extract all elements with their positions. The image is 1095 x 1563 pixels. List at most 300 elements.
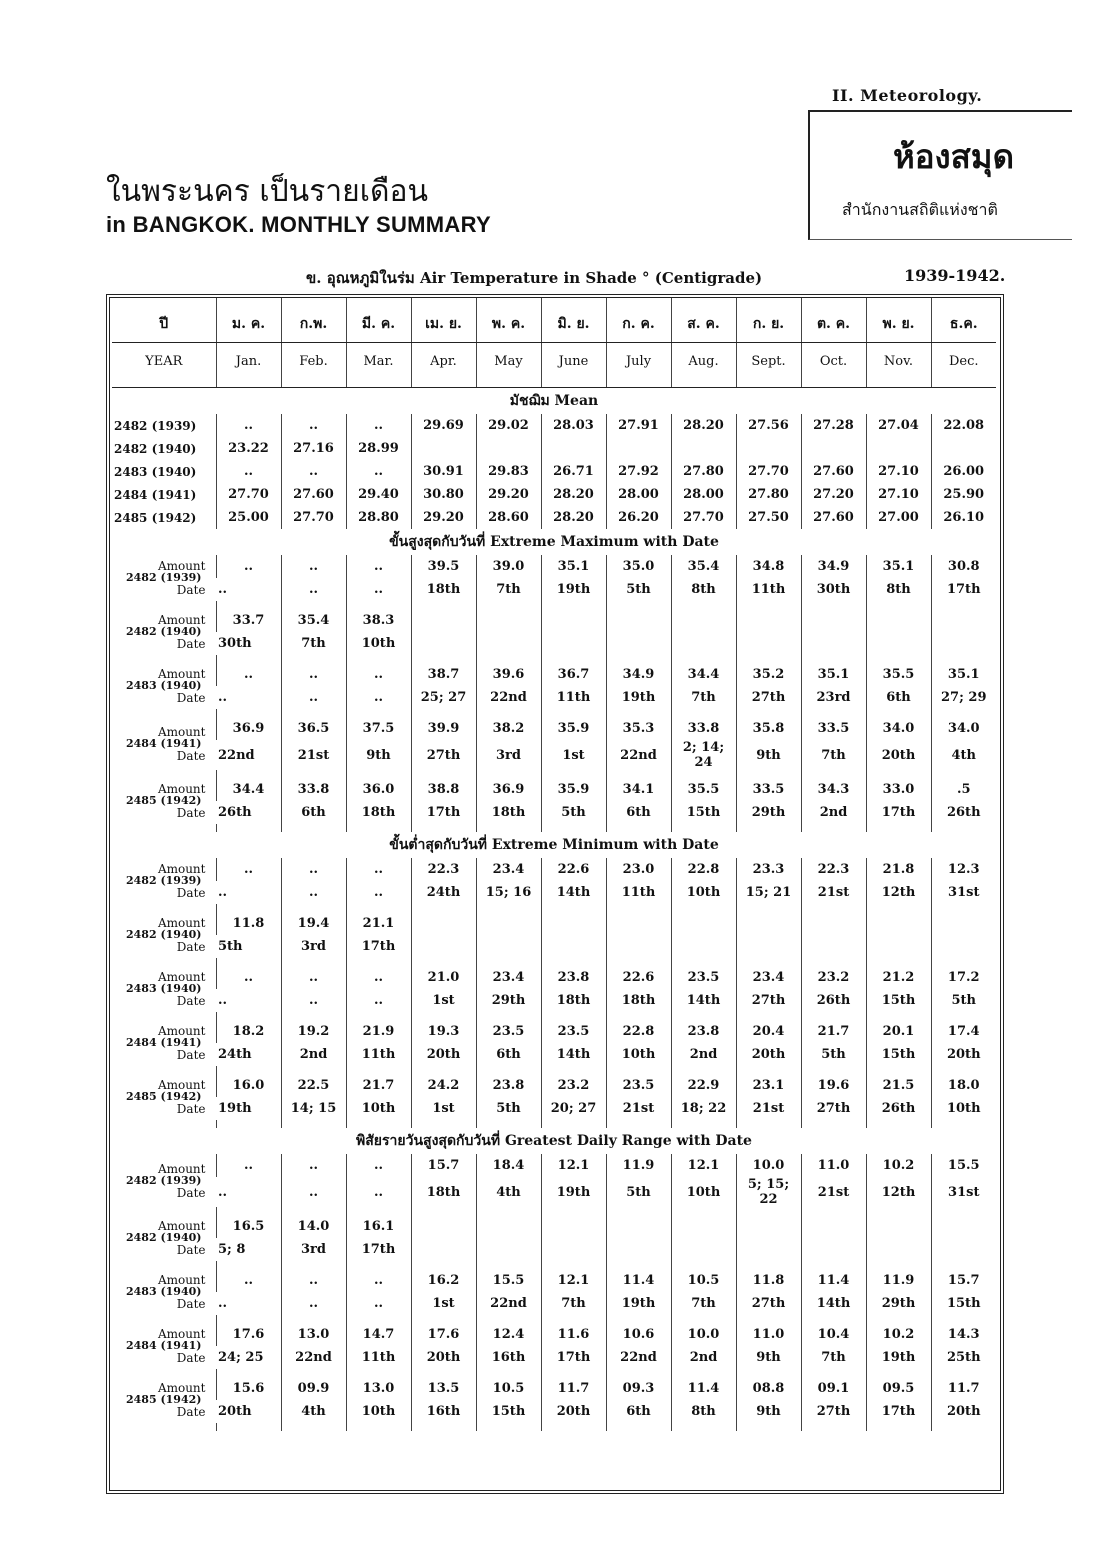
- library-stamp: [808, 110, 1072, 240]
- date-cell: 27th: [736, 989, 801, 1012]
- amount-cell: 23.4: [476, 966, 541, 989]
- spacer-cell: [346, 824, 411, 832]
- amount-cell: 21.0: [411, 966, 476, 989]
- date-cell: 6th: [866, 686, 931, 709]
- row-label-cell: [112, 1215, 216, 1261]
- spacer-cell: [541, 1369, 606, 1377]
- row-label-cell: [112, 1323, 216, 1369]
- value-cell: [736, 437, 801, 460]
- table-row: [112, 966, 996, 989]
- date-cell: 6th: [476, 1043, 541, 1066]
- spacer-cell: [346, 904, 411, 912]
- value-cell: 26.20: [606, 506, 671, 529]
- value-cell: 29.40: [346, 483, 411, 506]
- spacer-cell: [671, 824, 736, 832]
- spacer-cell: [671, 1315, 736, 1323]
- amount-cell: 36.9: [476, 778, 541, 801]
- date-cell: 9th: [736, 1400, 801, 1423]
- spacer-cell: [216, 1315, 281, 1323]
- amount-cell: 14.7: [346, 1323, 411, 1346]
- amount-cell: [411, 609, 476, 632]
- date-cell: 19th: [541, 1177, 606, 1207]
- date-cell: 17th: [931, 578, 996, 601]
- amount-cell: 22.8: [606, 1020, 671, 1043]
- spacer-cell: [606, 958, 671, 966]
- amount-cell: 38.2: [476, 717, 541, 740]
- date-cell: 17th: [866, 1400, 931, 1423]
- date-cell: 15th: [866, 989, 931, 1012]
- amount-cell: 20.4: [736, 1020, 801, 1043]
- year-header: YEAR: [112, 343, 216, 388]
- date-label: Date: [176, 1243, 206, 1257]
- spacer-cell: [541, 655, 606, 663]
- spacer-cell: [476, 1120, 541, 1128]
- spacer-cell: [541, 1315, 606, 1323]
- date-cell: 18th: [346, 801, 411, 824]
- date-cell: 30th: [801, 578, 866, 601]
- date-cell: 14th: [541, 1043, 606, 1066]
- year-label: 2483 (1940): [126, 679, 202, 692]
- date-cell: ..: [346, 1292, 411, 1315]
- spacer-cell: [281, 601, 346, 609]
- date-cell: 27th: [736, 1292, 801, 1315]
- amount-cell: 11.0: [736, 1323, 801, 1346]
- amount-cell: ..: [281, 1154, 346, 1177]
- value-cell: ..: [346, 414, 411, 437]
- amount-cell: ..: [346, 663, 411, 686]
- value-cell: 27.28: [801, 414, 866, 437]
- spacer-cell: [411, 904, 476, 912]
- amount-cell: 11.4: [606, 1269, 671, 1292]
- spacer-cell: [476, 601, 541, 609]
- date-cell: 14th: [541, 881, 606, 904]
- amount-cell: 35.3: [606, 717, 671, 740]
- spacer-cell: [476, 1066, 541, 1074]
- value-cell: 28.20: [541, 483, 606, 506]
- value-cell: 29.02: [476, 414, 541, 437]
- amount-cell: 23.5: [671, 966, 736, 989]
- amount-cell: 17.2: [931, 966, 996, 989]
- spacer-cell: [866, 958, 931, 966]
- amount-cell: 10.0: [736, 1154, 801, 1177]
- date-cell: 2; 14; 24: [671, 740, 736, 770]
- amount-cell: 21.1: [346, 912, 411, 935]
- value-cell: 26.71: [541, 460, 606, 483]
- value-cell: 28.00: [671, 483, 736, 506]
- spacer-cell: [606, 655, 671, 663]
- value-cell: 27.16: [281, 437, 346, 460]
- amount-cell: 21.7: [346, 1074, 411, 1097]
- month-en: Nov.: [866, 343, 931, 388]
- spacer-cell: [866, 601, 931, 609]
- amount-label: Amount: [157, 1078, 206, 1092]
- spacer-cell: [866, 1261, 931, 1269]
- spacer-cell: [112, 1369, 216, 1377]
- spacer-cell: [866, 904, 931, 912]
- spacer-cell: [112, 1120, 216, 1128]
- table-row: [112, 912, 996, 935]
- date-cell: 18; 22: [671, 1097, 736, 1120]
- year-label: 2483 (1940): [126, 982, 202, 995]
- date-cell: 20th: [411, 1043, 476, 1066]
- spacer-cell: [411, 1261, 476, 1269]
- amount-cell: 11.9: [606, 1154, 671, 1177]
- date-cell: [606, 632, 671, 655]
- spacer-cell: [671, 1207, 736, 1215]
- date-cell: ..: [281, 1292, 346, 1315]
- table-subtitle: ข. อุณหภูมิในร่ม Air Temperature in Shade ° (Centigrade): [306, 269, 763, 287]
- amount-cell: 23.8: [476, 1074, 541, 1097]
- period: 1939-1942.: [904, 266, 1006, 285]
- amount-cell: 23.5: [606, 1074, 671, 1097]
- row-spacer: [112, 1066, 996, 1074]
- amount-cell: 09.9: [281, 1377, 346, 1400]
- amount-cell: 38.3: [346, 609, 411, 632]
- table-row: [112, 632, 996, 655]
- spacer-cell: [801, 1423, 866, 1431]
- spacer-cell: [866, 1369, 931, 1377]
- table-row: [112, 663, 996, 686]
- date-cell: 22nd: [281, 1346, 346, 1369]
- date-cell: ..: [218, 1296, 228, 1311]
- amount-cell: 17.6: [216, 1323, 281, 1346]
- date-cell: 21st: [801, 1177, 866, 1207]
- date-cell: [411, 632, 476, 655]
- spacer-cell: [216, 1423, 281, 1431]
- spacer-cell: [112, 1261, 216, 1269]
- amount-cell: 35.9: [541, 717, 606, 740]
- amount-cell: 10.6: [606, 1323, 671, 1346]
- value-cell: 30.80: [411, 483, 476, 506]
- amount-cell: 35.1: [541, 555, 606, 578]
- amount-cell: 12.1: [541, 1154, 606, 1177]
- date-cell: [736, 632, 801, 655]
- date-cell: 18th: [411, 578, 476, 601]
- table-row: [112, 1323, 996, 1346]
- date-cell: 5th: [476, 1097, 541, 1120]
- amount-label: Amount: [157, 862, 206, 876]
- spacer-cell: [281, 1369, 346, 1377]
- month-th: พ. ย.: [866, 298, 931, 343]
- spacer-cell: [541, 601, 606, 609]
- date-cell: 20th: [866, 740, 931, 770]
- amount-label: Amount: [157, 1273, 206, 1287]
- month-th: ธ.ค.: [931, 298, 996, 343]
- amount-cell: 22.5: [281, 1074, 346, 1097]
- amount-cell: [606, 609, 671, 632]
- amount-cell: 18.2: [216, 1020, 281, 1043]
- spacer-cell: [606, 1369, 671, 1377]
- date-cell: 21st: [736, 1097, 801, 1120]
- value-cell: 29.20: [411, 506, 476, 529]
- amount-cell: 10.2: [866, 1154, 931, 1177]
- date-cell: [476, 1238, 541, 1261]
- row-label-cell: [112, 609, 216, 655]
- value-cell: 27.60: [281, 483, 346, 506]
- spacer-cell: [541, 770, 606, 778]
- date-label: Date: [176, 1048, 206, 1062]
- row-spacer: [112, 770, 996, 778]
- spacer-cell: [671, 904, 736, 912]
- date-cell: [866, 632, 931, 655]
- spacer-cell: [866, 824, 931, 832]
- amount-cell: 11.4: [671, 1377, 736, 1400]
- spacer-cell: [346, 770, 411, 778]
- date-cell: 15; 16: [476, 881, 541, 904]
- amount-cell: 36.9: [216, 717, 281, 740]
- amount-cell: 33.8: [281, 778, 346, 801]
- spacer-cell: [541, 1423, 606, 1431]
- amount-cell: 14.0: [281, 1215, 346, 1238]
- date-cell: 25th: [931, 1346, 996, 1369]
- month-th: พ. ค.: [476, 298, 541, 343]
- table-row: [112, 717, 996, 740]
- amount-label: Amount: [157, 1024, 206, 1038]
- amount-cell: 14.3: [931, 1323, 996, 1346]
- amount-cell: 20.1: [866, 1020, 931, 1043]
- date-cell: [606, 935, 671, 958]
- spacer-cell: [671, 1066, 736, 1074]
- section-header: [112, 529, 996, 555]
- year-label: 2485 (1942): [126, 794, 202, 807]
- spacer-cell: [931, 770, 996, 778]
- spacer-cell: [801, 1012, 866, 1020]
- amount-cell: [541, 609, 606, 632]
- value-cell: 22.08: [931, 414, 996, 437]
- date-cell: 25; 27: [411, 686, 476, 709]
- amount-cell: 37.5: [346, 717, 411, 740]
- amount-cell: [736, 609, 801, 632]
- amount-cell: 18.0: [931, 1074, 996, 1097]
- month-th: ก. ค.: [606, 298, 671, 343]
- amount-cell: 33.8: [671, 717, 736, 740]
- spacer-cell: [866, 1012, 931, 1020]
- row-spacer: [112, 824, 996, 832]
- value-cell: [671, 437, 736, 460]
- amount-cell: 15.6: [216, 1377, 281, 1400]
- spacer-cell: [216, 709, 281, 717]
- date-cell: ..: [281, 1177, 346, 1207]
- value-cell: [801, 437, 866, 460]
- amount-cell: 22.9: [671, 1074, 736, 1097]
- table-row: [112, 1292, 996, 1315]
- date-cell: 17th: [866, 801, 931, 824]
- date-cell: 14; 15: [281, 1097, 346, 1120]
- row-label-cell: [112, 912, 216, 958]
- value-cell: 29.20: [476, 483, 541, 506]
- date-cell: 17th: [541, 1346, 606, 1369]
- month-en: Apr.: [411, 343, 476, 388]
- spacer-cell: [411, 601, 476, 609]
- date-cell: 3rd: [281, 1238, 346, 1261]
- amount-cell: [671, 1215, 736, 1238]
- table-row: [112, 483, 996, 506]
- spacer-cell: [671, 709, 736, 717]
- table-row: [112, 1074, 996, 1097]
- year-cell: 2482 (1939): [114, 418, 197, 433]
- amount-label: Amount: [157, 1161, 206, 1176]
- amount-cell: 23.1: [736, 1074, 801, 1097]
- spacer-cell: [931, 1066, 996, 1074]
- amount-cell: 10.4: [801, 1323, 866, 1346]
- date-cell: 8th: [866, 578, 931, 601]
- date-cell: 9th: [736, 740, 801, 770]
- year-label: 2484 (1941): [126, 1339, 202, 1352]
- table-row: [112, 1377, 996, 1400]
- spacer-cell: [411, 1066, 476, 1074]
- date-label: Date: [176, 940, 206, 954]
- month-th: ต. ค.: [801, 298, 866, 343]
- spacer-cell: [866, 655, 931, 663]
- amount-cell: 35.1: [931, 663, 996, 686]
- date-cell: 5th: [931, 989, 996, 1012]
- section-tag: II. Meteorology.: [832, 86, 983, 105]
- table-row: [112, 578, 996, 601]
- date-cell: 6th: [281, 801, 346, 824]
- spacer-cell: [216, 1066, 281, 1074]
- date-cell: ..: [346, 1177, 411, 1207]
- date-cell: 10th: [606, 1043, 671, 1066]
- spacer-cell: [112, 958, 216, 966]
- date-cell: [671, 935, 736, 958]
- amount-cell: 33.7: [216, 609, 281, 632]
- table-row: [112, 1043, 996, 1066]
- amount-cell: [476, 1215, 541, 1238]
- date-label: Date: [176, 583, 206, 597]
- value-cell: 27.70: [281, 506, 346, 529]
- amount-cell: 35.1: [866, 555, 931, 578]
- date-cell: ..: [346, 989, 411, 1012]
- date-cell: 12th: [866, 1177, 931, 1207]
- amount-cell: 34.9: [606, 663, 671, 686]
- month-en: June: [541, 343, 606, 388]
- page-title: in BANGKOK. MONTHLY SUMMARY: [106, 212, 491, 237]
- table-row: [112, 881, 996, 904]
- table-row: [112, 1269, 996, 1292]
- spacer-cell: [606, 1066, 671, 1074]
- row-spacer: [112, 904, 996, 912]
- value-cell: 28.99: [346, 437, 411, 460]
- amount-cell: 35.5: [671, 778, 736, 801]
- amount-cell: 15.7: [931, 1269, 996, 1292]
- value-cell: 28.00: [606, 483, 671, 506]
- amount-label: Amount: [157, 1381, 206, 1395]
- date-cell: 26th: [931, 801, 996, 824]
- date-cell: ..: [218, 993, 228, 1008]
- row-label-cell: [112, 1020, 216, 1066]
- date-cell: ..: [346, 578, 411, 601]
- value-cell: 26.00: [931, 460, 996, 483]
- value-cell: ..: [346, 460, 411, 483]
- row-spacer: [112, 1315, 996, 1323]
- date-cell: 2nd: [281, 1043, 346, 1066]
- date-cell: 10th: [671, 1177, 736, 1207]
- spacer-cell: [346, 1066, 411, 1074]
- spacer-cell: [801, 601, 866, 609]
- value-cell: 27.70: [736, 460, 801, 483]
- date-cell: 18th: [476, 801, 541, 824]
- date-cell: ..: [281, 881, 346, 904]
- amount-cell: 13.5: [411, 1377, 476, 1400]
- amount-cell: ..: [281, 663, 346, 686]
- row-spacer: [112, 1423, 996, 1431]
- value-cell: 27.56: [736, 414, 801, 437]
- spacer-cell: [346, 601, 411, 609]
- amount-cell: ..: [216, 663, 281, 686]
- month-th: เม. ย.: [411, 298, 476, 343]
- date-cell: 31st: [931, 881, 996, 904]
- spacer-cell: [801, 1066, 866, 1074]
- year-cell: 2485 (1942): [114, 510, 197, 525]
- section-title: มัชฌิม Mean: [509, 393, 599, 409]
- year-label: 2482 (1940): [126, 928, 202, 941]
- spacer-cell: [112, 824, 216, 832]
- value-cell: 27.60: [801, 460, 866, 483]
- row-label-cell: [112, 717, 216, 770]
- value-cell: 27.20: [801, 483, 866, 506]
- date-cell: 29th: [866, 1292, 931, 1315]
- spacer-cell: [411, 770, 476, 778]
- date-cell: 4th: [931, 740, 996, 770]
- spacer-cell: [411, 1369, 476, 1377]
- spacer-cell: [801, 1261, 866, 1269]
- spacer-cell: [346, 1369, 411, 1377]
- amount-cell: 11.8: [216, 912, 281, 935]
- table-row: [112, 1346, 996, 1369]
- amount-cell: 09.3: [606, 1377, 671, 1400]
- table-row: [112, 1215, 996, 1238]
- date-cell: 19th: [218, 1101, 252, 1116]
- date-cell: [931, 632, 996, 655]
- spacer-cell: [801, 904, 866, 912]
- amount-cell: 33.0: [866, 778, 931, 801]
- date-cell: ..: [346, 686, 411, 709]
- date-cell: 22nd: [606, 1346, 671, 1369]
- date-cell: 11th: [346, 1043, 411, 1066]
- spacer-cell: [931, 958, 996, 966]
- spacer-cell: [606, 824, 671, 832]
- value-cell: [866, 437, 931, 460]
- amount-cell: [411, 1215, 476, 1238]
- date-label: Date: [176, 994, 206, 1008]
- date-label: Date: [176, 1351, 206, 1365]
- date-cell: 7th: [671, 1292, 736, 1315]
- spacer-cell: [931, 1423, 996, 1431]
- month-en: Oct.: [801, 343, 866, 388]
- spacer-cell: [541, 958, 606, 966]
- amount-cell: ..: [281, 858, 346, 881]
- date-cell: 22nd: [218, 747, 255, 763]
- amount-cell: 39.5: [411, 555, 476, 578]
- spacer-cell: [281, 1066, 346, 1074]
- spacer-cell: [736, 601, 801, 609]
- amount-cell: 22.8: [671, 858, 736, 881]
- spacer-cell: [606, 1207, 671, 1215]
- spacer-cell: [606, 1012, 671, 1020]
- amount-cell: ..: [216, 1154, 281, 1177]
- amount-cell: 34.1: [606, 778, 671, 801]
- date-cell: 5; 8: [218, 1242, 246, 1257]
- value-cell: 26.10: [931, 506, 996, 529]
- amount-label: Amount: [157, 667, 206, 681]
- spacer-cell: [112, 655, 216, 663]
- value-cell: 28.60: [476, 506, 541, 529]
- table-row: [112, 778, 996, 801]
- date-cell: [411, 935, 476, 958]
- row-label-cell: [112, 1154, 216, 1207]
- year-label: 2485 (1942): [126, 1090, 202, 1103]
- spacer-cell: [671, 601, 736, 609]
